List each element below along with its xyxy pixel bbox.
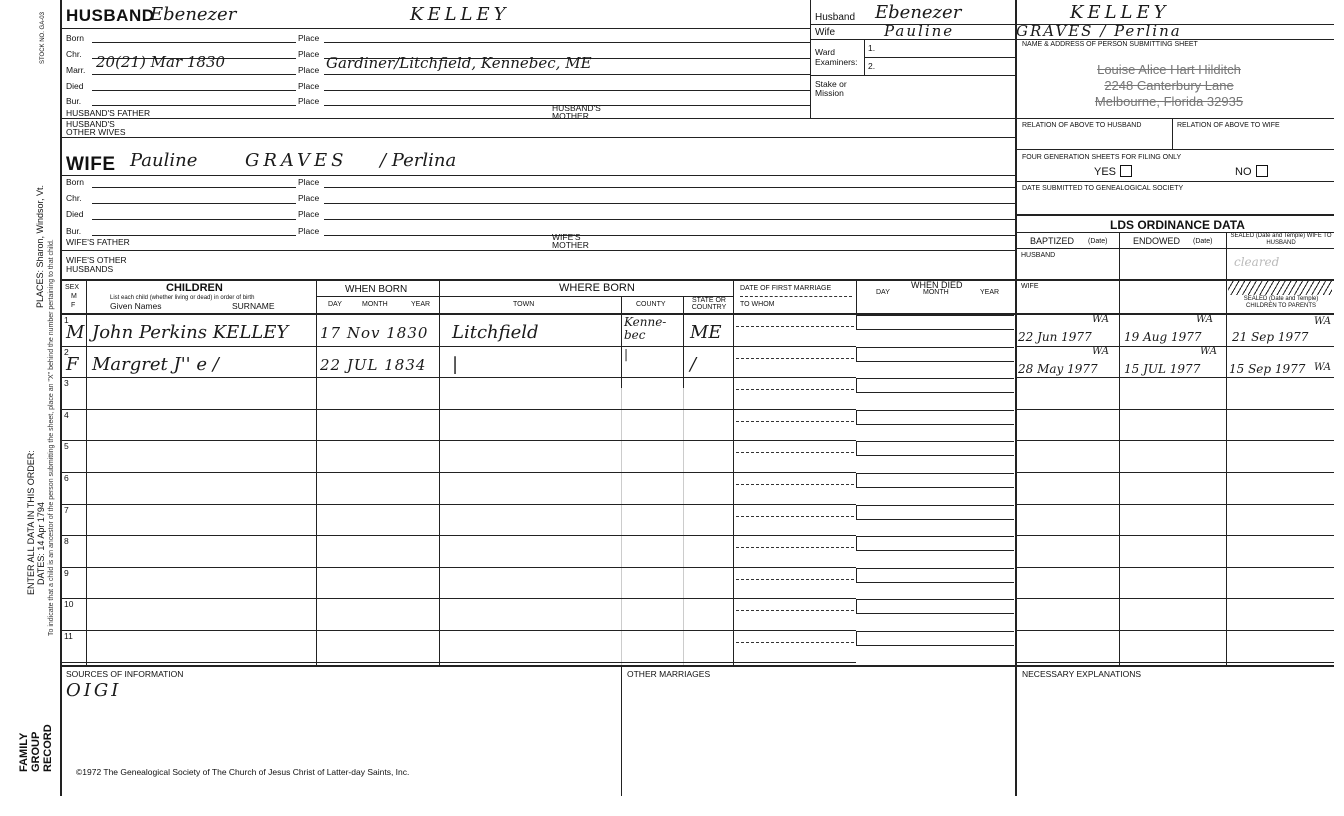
child-number: 11 <box>64 631 73 641</box>
wife-born-place-label: Place <box>298 177 320 187</box>
submitter-name: Louise Alice Hart Hilditch <box>1097 62 1241 77</box>
died-line-2 <box>856 424 1014 425</box>
child-number: 3 <box>64 378 69 389</box>
child-town: Litchfield <box>452 322 539 343</box>
to-whom-line <box>733 440 856 441</box>
to-whom-line <box>733 377 856 378</box>
row-divider <box>60 535 733 536</box>
died-line-2 <box>856 487 1014 488</box>
marriage-dash <box>736 516 854 517</box>
died-year-header: YEAR <box>980 289 1000 296</box>
marriage-dash <box>736 326 854 327</box>
copyright: ©1972 The Genealogical Society of The Church of Jesus Christ of Latter-day Saints, Inc. <box>76 767 410 777</box>
sex-f: F <box>71 302 76 309</box>
child-number: 2 <box>64 346 69 357</box>
to-whom-line <box>733 598 856 599</box>
child-number: 7 <box>64 504 69 515</box>
other-marriages-label: OTHER MARRIAGES <box>627 669 711 679</box>
lds-row-divider <box>1016 377 1334 378</box>
children-header: CHILDREN <box>166 282 223 294</box>
husband-died-label: Died <box>66 81 84 91</box>
submitter-street: 2248 Canterbury Lane <box>1104 78 1234 93</box>
husband-mother-label: HUSBAND'S MOTHER <box>552 103 601 121</box>
to-whom-line <box>733 409 856 410</box>
lds-child2-baptized: 28 May 1977 <box>1018 362 1098 376</box>
died-line-2 <box>856 361 1014 362</box>
husband-born-label: Born <box>66 33 84 43</box>
husband-chr-label: Chr. <box>66 49 82 59</box>
died-line <box>856 473 1014 474</box>
row-divider <box>60 346 733 347</box>
submitter-heading: NAME & ADDRESS OF PERSON SUBMITTING SHEET <box>1022 41 1198 48</box>
lds-child1-baptized-temple: WA <box>1092 314 1110 325</box>
husband-marr-place: Gardiner/Litchfield, Kennebec, ME <box>326 54 592 72</box>
lds-husband-label: HUSBAND <box>1021 252 1056 259</box>
marriage-dash <box>736 579 854 580</box>
row-divider <box>60 377 733 378</box>
died-line <box>856 536 1014 537</box>
to-whom-line <box>733 662 856 663</box>
to-whom-line <box>733 535 856 536</box>
died-month-header: MONTH <box>923 289 949 296</box>
lds-sealed-wife-header: SEALED (Date and Temple) WIFE TO HUSBAND <box>1230 233 1332 246</box>
died-line <box>856 631 1014 632</box>
surname-header: SURNAME <box>232 301 275 311</box>
row-divider <box>60 567 733 568</box>
died-line-2 <box>856 582 1014 583</box>
husband-marr-place-label: Place <box>298 65 320 75</box>
to-whom-line <box>733 504 856 505</box>
born-month-header: MONTH <box>362 301 388 308</box>
examiner-1[interactable]: 1. <box>868 43 876 53</box>
died-line-2 <box>856 645 1014 646</box>
wife-died-place-label: Place <box>298 209 320 219</box>
to-whom-header: TO WHOM <box>740 301 775 308</box>
marriage-dash <box>736 389 854 390</box>
marriage-dash <box>736 421 854 422</box>
right-wife-given: Pauline <box>884 22 955 40</box>
child-county: | <box>624 346 629 361</box>
marriage-dash <box>736 484 854 485</box>
wife-given-name: Pauline <box>130 150 198 171</box>
sources-value: OIGI <box>66 680 122 701</box>
yes-checkbox[interactable] <box>1120 165 1132 177</box>
lds-child2-endowed: 15 JUL 1977 <box>1124 362 1201 376</box>
right-wife-surname: GRAVES / Perlina <box>1016 22 1182 40</box>
died-line <box>856 378 1014 379</box>
lds-child1-endowed-temple: WA <box>1196 314 1214 325</box>
died-line <box>856 505 1014 506</box>
lds-row-divider <box>1016 504 1334 505</box>
stake-label: Stake or Mission <box>815 79 847 98</box>
when-born-header: WHEN BORN <box>345 284 408 295</box>
first-marriage-header: DATE OF FIRST MARRIAGE <box>740 285 832 292</box>
sex-header: SEX <box>65 284 80 291</box>
relation-wife-label: RELATION OF ABOVE TO WIFE <box>1177 122 1280 129</box>
row-divider <box>60 472 733 473</box>
ward-label: Ward <box>815 47 835 57</box>
lds-child2-endowed-temple: WA <box>1200 346 1218 357</box>
lds-row-divider <box>1016 535 1334 536</box>
husband-chr-place-label: Place <box>298 49 320 59</box>
to-whom-line <box>733 472 856 473</box>
town-header: TOWN <box>513 301 535 308</box>
wife-chr-place-label: Place <box>298 193 320 203</box>
lds-child1-endowed: 19 Aug 1977 <box>1124 330 1202 344</box>
wife-surname: GRAVES <box>245 150 348 171</box>
lds-hatched-box <box>1228 281 1332 295</box>
child-number: 5 <box>64 441 69 452</box>
row-divider <box>60 504 733 505</box>
born-day-header: DAY <box>328 301 342 308</box>
child-town: | <box>452 353 459 375</box>
to-whom-line <box>733 567 856 568</box>
child-number: 9 <box>64 567 69 578</box>
lds-row-divider <box>1016 440 1334 441</box>
marriage-dash <box>736 452 854 453</box>
died-line <box>856 599 1014 600</box>
died-tick <box>856 599 857 613</box>
examiners-label: Examiners: <box>815 57 858 67</box>
died-tick <box>856 441 857 455</box>
explanations-label: NECESSARY EXPLANATIONS <box>1022 669 1142 679</box>
row-divider <box>60 662 733 663</box>
lds-row-divider <box>1016 662 1334 663</box>
submitter-city: Melbourne, Florida 32935 <box>1094 94 1244 109</box>
lds-baptized-date-note: (Date) <box>1088 238 1108 245</box>
died-tick <box>856 536 857 550</box>
row-divider <box>60 440 733 441</box>
child-number: 10 <box>64 599 74 610</box>
margin-places: PLACES: Sharon, Windsor, Vt. <box>35 184 45 308</box>
child-number: 6 <box>64 473 69 483</box>
to-whom-line <box>733 630 856 631</box>
where-born-header: WHERE BORN <box>559 282 635 294</box>
lds-row-divider <box>1016 346 1334 347</box>
lds-endowed-header: ENDOWED <box>1133 236 1180 246</box>
husband-marr-date: 20(21) Mar 1830 <box>96 53 226 71</box>
lds-child1-sealed-temple: WA <box>1314 316 1332 327</box>
child-number: 4 <box>64 409 69 420</box>
wife-father-label: WIFE'S FATHER <box>66 237 130 247</box>
to-whom-line <box>733 346 856 347</box>
child-state: / <box>690 353 697 375</box>
child-number: 8 <box>64 536 69 547</box>
lds-title: LDS ORDINANCE DATA <box>1110 218 1245 232</box>
child-sex: M <box>66 322 85 343</box>
child-number: 1 <box>64 315 69 325</box>
child-name: John Perkins KELLEY <box>92 322 289 343</box>
died-tick <box>856 347 857 361</box>
died-line-2 <box>856 550 1014 551</box>
sources-label: SOURCES OF INFORMATION <box>66 669 184 679</box>
margin-order: ENTER ALL DATA IN THIS ORDER: <box>26 450 36 595</box>
four-gen-label: FOUR GENERATION SHEETS FOR FILING ONLY <box>1022 154 1182 161</box>
died-tick <box>856 568 857 582</box>
child-birth-date: 22 JUL 1834 <box>320 355 427 374</box>
lds-baptized-header: BAPTIZED <box>1030 236 1075 246</box>
lds-child2-sealed-temple: WA <box>1314 362 1332 373</box>
row-divider <box>60 598 733 599</box>
lds-sealed-children-header: SEALED (Date and Temple) CHILDREN TO PARENTS <box>1243 296 1319 309</box>
died-line <box>856 568 1014 569</box>
right-wife-label: Wife <box>815 27 835 38</box>
form-title: FAMILY GROUP RECORD <box>18 724 54 772</box>
died-line <box>856 315 1014 316</box>
state-header: STATE OR COUNTRY <box>691 297 727 311</box>
died-line-2 <box>856 613 1014 614</box>
born-year-header: YEAR <box>411 301 431 308</box>
died-tick <box>856 631 857 645</box>
wife-died-label: Died <box>66 209 84 219</box>
died-line <box>856 441 1014 442</box>
stock-number: STOCK NO. GA-03 <box>40 12 46 64</box>
husband-marr-label: Marr. <box>66 65 86 75</box>
husband-bur-place-label: Place <box>298 96 320 106</box>
lds-cleared-stamp: cleared <box>1234 255 1280 269</box>
relation-husband-label: RELATION OF ABOVE TO HUSBAND <box>1022 122 1142 129</box>
wife-alt-name: / Perlina <box>380 150 457 171</box>
lds-child1-baptized: 22 Jun 1977 <box>1018 330 1092 344</box>
sex-m: M <box>71 293 77 300</box>
lds-endowed-date-note: (Date) <box>1193 238 1213 245</box>
husband-heading: HUSBAND <box>66 6 155 25</box>
child-sex: F <box>66 353 79 375</box>
died-line-2 <box>856 455 1014 456</box>
husband-father-label: HUSBAND'S FATHER <box>66 108 151 118</box>
husband-surname: KELLEY <box>410 4 510 25</box>
no-label: NO <box>1235 166 1252 178</box>
died-tick <box>856 410 857 424</box>
marriage-dash <box>736 358 854 359</box>
died-line <box>856 410 1014 411</box>
died-line-2 <box>856 519 1014 520</box>
husband-given-name: Ebenezer <box>150 4 237 25</box>
given-names-header: Given Names <box>110 301 162 311</box>
child-state: ME <box>690 322 722 343</box>
lds-row-divider <box>1016 567 1334 568</box>
wife-mother-label: WIFE'S MOTHER <box>552 232 589 250</box>
marriage-dash <box>736 642 854 643</box>
right-husband-given: Ebenezer <box>875 2 962 23</box>
husband-died-place-label: Place <box>298 81 320 91</box>
lds-child1-sealed: 21 Sep 1977 <box>1232 330 1309 344</box>
wife-born-label: Born <box>66 177 84 187</box>
child-birth-date: 17 Nov 1830 <box>320 324 429 342</box>
row-divider <box>60 409 733 410</box>
died-day-header: DAY <box>876 289 890 296</box>
died-tick <box>856 473 857 487</box>
margin-instruction: To indicate that a child is an ancestor of the person submitting the sheet, place an "X" behind the number pertaining to that child. <box>48 239 55 636</box>
right-husband-surname: KELLEY <box>1070 2 1170 23</box>
died-line-2 <box>856 329 1014 330</box>
lds-child2-baptized-temple: WA <box>1092 346 1110 357</box>
husband-bur-label: Bur. <box>66 96 82 106</box>
marriage-dash <box>736 610 854 611</box>
right-husband-label: Husband <box>815 12 856 23</box>
date-submitted-label: DATE SUBMITTED TO GENEALOGICAL SOCIETY <box>1022 185 1184 192</box>
wife-heading: WIFE <box>66 154 116 175</box>
lds-child2-sealed: 15 Sep 1977 <box>1229 362 1306 376</box>
husband-other-wives-label: HUSBAND'S OTHER WIVES <box>66 119 126 137</box>
row-divider <box>60 630 733 631</box>
children-note: List each child (whether living or dead) in order of birth <box>110 295 255 301</box>
lds-wife-label: WIFE <box>1021 283 1039 290</box>
child-county: Kenne-bec <box>624 315 667 342</box>
died-line <box>856 347 1014 348</box>
wife-bur-label: Bur. <box>66 226 82 236</box>
no-checkbox[interactable] <box>1256 165 1268 177</box>
lds-row-divider <box>1016 630 1334 631</box>
child-name: Margret J'' e / <box>92 353 219 375</box>
wife-bur-place-label: Place <box>298 226 320 236</box>
margin-dates: DATES: 14 Apr 1794 <box>36 502 46 585</box>
county-header: COUNTY <box>636 301 666 308</box>
yes-label: YES <box>1094 166 1117 178</box>
examiner-2[interactable]: 2. <box>868 61 876 71</box>
died-line-2 <box>856 392 1014 393</box>
marriage-dash <box>736 547 854 548</box>
lds-row-divider <box>1016 409 1334 410</box>
when-died-header: WHEN DIED <box>911 280 963 290</box>
died-tick <box>856 315 857 329</box>
wife-other-husbands-label: WIFE'S OTHER HUSBANDS <box>66 255 127 274</box>
lds-row-divider <box>1016 472 1334 473</box>
died-tick <box>856 505 857 519</box>
wife-chr-label: Chr. <box>66 193 82 203</box>
died-tick <box>856 378 857 392</box>
husband-born-place-label: Place <box>298 33 320 43</box>
lds-row-divider <box>1016 598 1334 599</box>
